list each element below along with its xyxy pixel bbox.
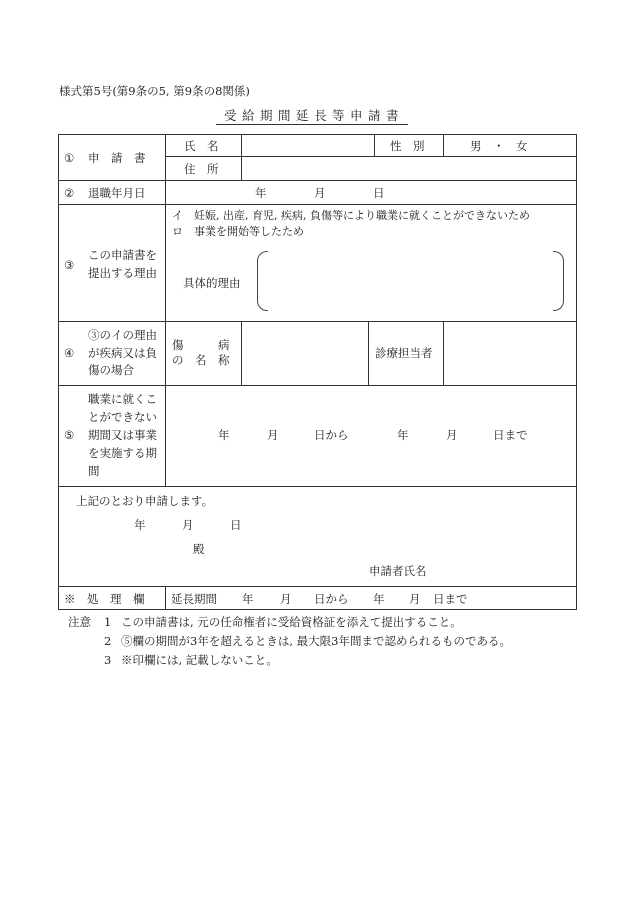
note-1-number: 1	[104, 615, 112, 629]
addressee-honorific: 殿	[193, 542, 205, 556]
period-month-2: 月	[446, 428, 458, 442]
reason-label-2: 提出する理由	[88, 266, 157, 280]
period-month-1: 月	[267, 428, 279, 442]
retire-day: 日	[373, 186, 385, 200]
illness-label-3: 傷の場合	[88, 363, 134, 377]
name-label: 氏 名	[184, 139, 219, 153]
reason-option-i[interactable]: イ 妊娠, 出産, 育児, 疾病, 負傷等により職業に就くことができないため	[172, 209, 530, 222]
address-field[interactable]	[242, 157, 575, 180]
note-3-number: 3	[104, 653, 112, 667]
period-label-4: を実施する期	[88, 446, 157, 460]
retire-month: 月	[314, 186, 326, 200]
specific-reason-field[interactable]	[268, 252, 553, 308]
retire-year: 年	[255, 186, 267, 200]
note-1-text: この申請書は, 元の任命権者に受給資格証を添えて提出すること。	[121, 615, 462, 629]
period-label-2: とができない	[88, 410, 157, 424]
declaration-year: 年	[134, 518, 146, 532]
applicant-label: 申 請 書	[88, 151, 146, 165]
doctor-label: 診療担当者	[375, 346, 433, 360]
notes-label: 注意	[68, 615, 91, 629]
address-label: 住 所	[184, 162, 219, 176]
period-label-5: 間	[88, 464, 100, 478]
declaration-month: 月	[182, 518, 194, 532]
processing-label: ※ 処 理 欄	[64, 592, 145, 606]
doctor-field[interactable]	[444, 322, 575, 384]
period-year-2: 年	[397, 428, 409, 442]
illness-label-2: が疾病又は負	[88, 346, 157, 360]
processing-year-2: 年	[373, 592, 385, 606]
reason-option-ro[interactable]: ロ 事業を開始等したため	[172, 225, 304, 238]
injury-name-label-2: の 名 称	[172, 353, 230, 367]
period-year-1: 年	[218, 428, 230, 442]
form-title: 受給期間延長等申請書	[224, 108, 405, 123]
period-until: 日まで	[493, 428, 528, 442]
period-label-3: 期間又は事業	[88, 428, 157, 442]
reason-label-1: この申請書を	[88, 248, 157, 262]
processing-until: 日まで	[433, 592, 468, 606]
period-from: 日から	[314, 428, 349, 442]
processing-from: 日から	[314, 592, 349, 606]
specific-reason-label: 具体的理由	[183, 276, 241, 290]
row3-number: ③	[64, 258, 75, 272]
specific-reason-bracket-right	[553, 251, 564, 311]
retirement-date-label: 退職年月日	[88, 186, 146, 200]
injury-name-field[interactable]	[242, 322, 367, 384]
extension-period-label: 延長期間	[171, 592, 217, 606]
retirement-date-field[interactable]	[166, 181, 575, 203]
applicant-name-field[interactable]	[435, 560, 573, 582]
row2-number: ②	[64, 186, 75, 200]
name-field[interactable]	[242, 135, 373, 156]
form-number: 様式第5号(第9条の5, 第9条の8関係)	[59, 84, 250, 98]
note-2-number: 2	[104, 634, 112, 648]
processing-month-2: 月	[409, 592, 421, 606]
illness-label-1: ③のイの理由	[88, 328, 157, 342]
declaration-text: 上記のとおり申請します。	[76, 494, 214, 508]
gender-label: 性 別	[390, 139, 425, 153]
processing-month-1: 月	[280, 592, 292, 606]
note-3-text: ※印欄には, 記載しないこと。	[121, 653, 278, 667]
note-2-text: ⑤欄の期間が3年を超えるときは, 最大限3年間まで認められるものである。	[121, 634, 511, 648]
row4-number: ④	[64, 346, 75, 360]
period-label-1: 職業に就くこ	[88, 392, 157, 406]
row5-number: ⑤	[64, 428, 75, 442]
injury-name-label-1: 傷 病	[172, 338, 230, 352]
row1-number: ①	[64, 151, 75, 165]
gender-options[interactable]: 男 ・ 女	[470, 139, 528, 153]
processing-year-1: 年	[242, 592, 254, 606]
declaration-day: 日	[230, 518, 242, 532]
title-underline	[216, 124, 408, 125]
applicant-name-label: 申請者氏名	[369, 564, 427, 578]
specific-reason-bracket-left	[257, 251, 268, 311]
